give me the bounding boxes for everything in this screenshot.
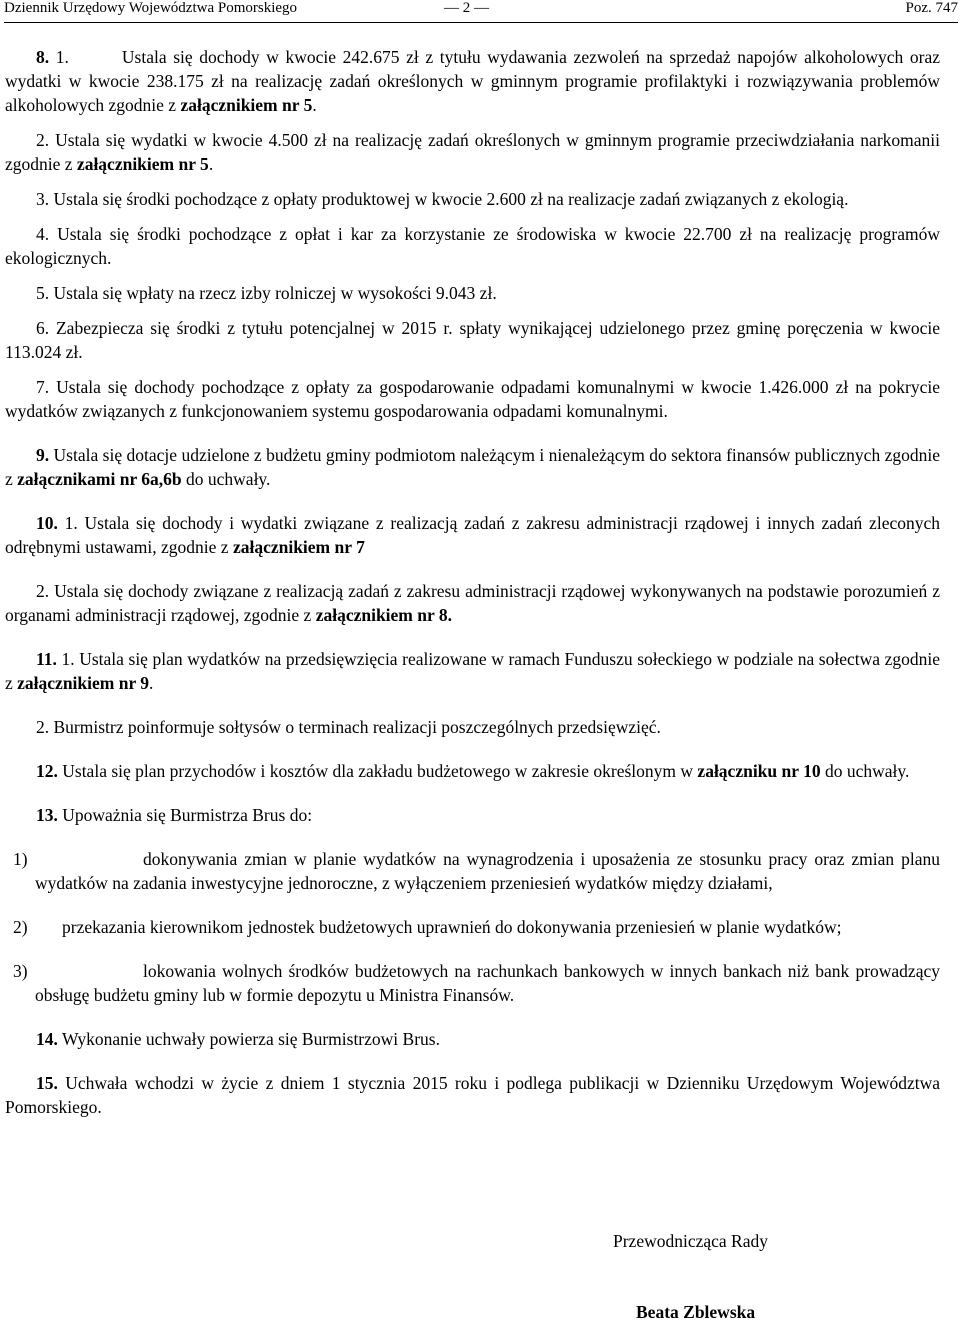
section-9-number: 9. xyxy=(36,445,50,465)
attachment-ref: załączniku nr 10 xyxy=(697,761,821,781)
section-14-number: 14. xyxy=(36,1029,58,1049)
paragraph-12: 12. Ustala się plan przychodów i kosztów dla zakładu budżetowego w zakresie określonym w załączniku nr 10 do uchwały. xyxy=(36,761,910,781)
signature-title: Przewodnicząca Rady xyxy=(613,1231,768,1251)
paragraph-8-2: 2. Ustala się wydatki w kwocie 4.500 zł na realizację zadań określonych w gminnym programie przeciwdziałania narkomanii zgodnie z załącznikiem nr 5. xyxy=(5,130,940,174)
paragraph-9: 9. Ustala się dotacje udzielone z budżetu gminy podmiotom należącym i nienależącym do sektora finansów publicznych zgodnie z załącznikami nr 6a,6b do uchwały. xyxy=(5,445,941,489)
attachment-ref: załącznikiem nr 5 xyxy=(76,154,209,174)
section-8-number: 8. xyxy=(36,47,50,67)
attachment-ref: załącznikiem nr 8. xyxy=(315,605,452,625)
page-header xyxy=(4,0,958,23)
attachment-ref: załącznikami nr 6a,6b xyxy=(17,469,182,489)
page-number: — 2 — xyxy=(444,0,489,16)
paragraph-8-4: 4. Ustala się środki pochodzące z opłat i kar za korzystanie ze środowiska w kwocie 22.700 zł na realizację programów ekologicznych. xyxy=(5,224,940,268)
position-number: Poz. 747 xyxy=(905,0,958,16)
list-item: 2) przekazania kierownikom jednostek budżetowych uprawnień do dokonywania przeniesień w planie wydatków; xyxy=(13,917,842,937)
paragraph-8-5: 5. Ustala się wpłaty na rzecz izby rolniczej w wysokości 9.043 zł. xyxy=(36,283,497,303)
section-13-number: 13. xyxy=(36,805,58,825)
paragraph-8-7: 7. Ustala się dochody pochodzące z opłaty za gospodarowanie odpadami komunalnymi w kwocie 1.426.000 zł na pokrycie wydatków związanych z funkcjonowaniem systemu gospodarowania odpadami komunalnymi. xyxy=(5,377,940,421)
attachment-ref: załącznikiem nr 9 xyxy=(17,673,150,693)
attachment-ref: załącznikiem nr 5 xyxy=(180,95,313,115)
list-item: 3) lokowania wolnych środków budżetowych na rachunkach bankowych w innych bankach niż bank prowadzący obsługę budżetu gminy lub w formie depozytu u Ministra Finansów. xyxy=(13,961,940,1005)
paragraph-8-3: 3. Ustala się środki pochodzące z opłaty produktowej w kwocie 2.600 zł na realizacje zadań związanych z ekologią. xyxy=(36,189,849,209)
paragraph-11-2: 2. Burmistrz poinformuje sołtysów o terminach realizacji poszczególnych przedsięwzięć. xyxy=(36,717,661,737)
section-11-number: 11. xyxy=(36,649,57,669)
section-12-number: 12. xyxy=(36,761,58,781)
list-item: 1) dokonywania zmian w planie wydatków na wynagrodzenia i uposażenia ze stosunku pracy oraz zmian planu wydatków na zadania inwestycyjne jednoroczne, z wyłączeniem przeniesień wydatków między działami, xyxy=(13,849,940,893)
section-10-number: 10. xyxy=(36,513,58,533)
paragraph-8-1: 8. 1. Ustala się dochody w kwocie 242.675 zł z tytułu wydawania zezwoleń na sprzedaż napojów alkoholowych oraz wydatki w kwocie 238.175 zł na realizację zadań określonych w gminnym programie profilaktyki i rozwiązywania problemów alkoholowych zgodnie z załącznikiem nr 5. xyxy=(5,47,941,115)
paragraph-10-2: 2. Ustala się dochody związane z realizacją zadań z zakresu administracji rządowej wykonywanych na podstawie porozumień z organami administracji rządowej, zgodnie z załącznikiem nr 8. xyxy=(5,581,940,625)
paragraph-11-1: 11. 1. Ustala się plan wydatków na przedsięwzięcia realizowane w ramach Funduszu sołeckiego w podziale na sołectwa zgodnie z załącznikiem nr 9. xyxy=(5,649,941,693)
paragraph-14: 14. Wykonanie uchwały powierza się Burmistrzowi Brus. xyxy=(36,1029,440,1049)
paragraph-8-6: 6. Zabezpiecza się środki z tytułu potencjalnej w 2015 r. spłaty wynikającej udzielonego przez gminę poręczenia w kwocie 113.024 zł. xyxy=(5,318,940,362)
signature-name: Beata Zblewska xyxy=(636,1302,756,1322)
paragraph-13: 13. Upoważnia się Burmistrza Brus do: xyxy=(36,805,313,825)
attachment-ref: załącznikiem nr 7 xyxy=(232,537,365,557)
section-15-number: 15. xyxy=(36,1073,58,1093)
paragraph-10-1: 10. 1. Ustala się dochody i wydatki związane z realizacją zadań z zakresu administracji rządowej i innych zadań zleconych odrębnymi ustawami, zgodnie z załącznikiem nr 7 xyxy=(5,513,940,557)
journal-title: Dziennik Urzędowy Województwa Pomorskiego xyxy=(4,0,298,16)
document-body xyxy=(5,45,940,1119)
paragraph-15: 15. Uchwała wchodzi w życie z dniem 1 stycznia 2015 roku i podlega publikacji w Dzienniku Urzędowym Województwa Pomorskiego. xyxy=(5,1073,941,1117)
